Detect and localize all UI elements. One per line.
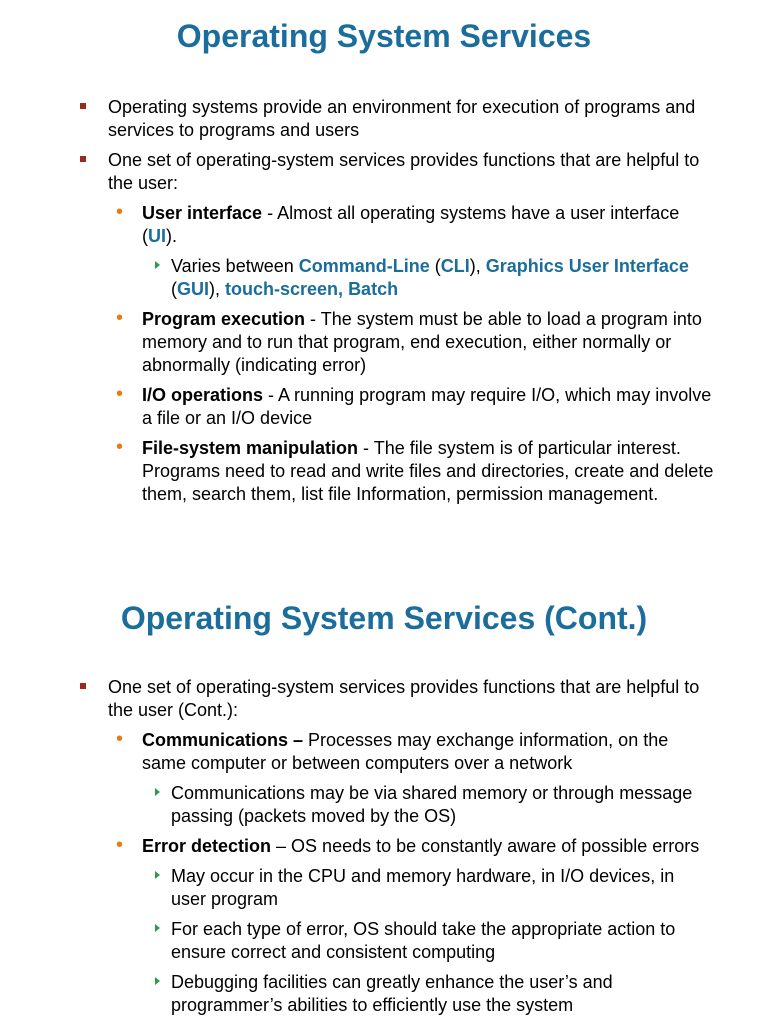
- highlight-term: UI: [148, 226, 166, 246]
- list-item: [108, 149, 712, 506]
- sub-sub-bullet-list: [142, 865, 714, 1017]
- square-bullet-icon: [80, 103, 86, 109]
- bullet-text: Varies between: [171, 256, 299, 276]
- bullet-text: Debugging facilities can greatly enhance the user’s and programmer’s abilities to efficiently use the system: [171, 972, 613, 1015]
- bullet-text: Operating systems provide an environment for execution of programs and services to programs and users: [108, 97, 696, 140]
- list-item: [171, 255, 714, 301]
- list-item: [116, 834, 714, 1017]
- bullet-text: – OS needs to be constantly aware of possible errors: [271, 836, 700, 856]
- bullet-text: May occur in the CPU and memory hardware, in I/O devices, in user program: [171, 866, 675, 909]
- sub-sub-bullet-list: [142, 255, 714, 301]
- list-item: [116, 728, 714, 828]
- dot-bullet-icon: •: [116, 307, 124, 329]
- highlight-term: GUI: [177, 279, 210, 299]
- highlight-term: Graphics User Interface: [485, 256, 689, 276]
- term: Communications –: [142, 730, 304, 750]
- bullet-text: For each type of error, OS should take the appropriate action to ensure correct and consistent computing: [171, 919, 676, 962]
- highlight-term: Batch: [348, 279, 399, 299]
- bullet-text: - The file system is of particular interest. Programs need to read and write files and directories, create and delete them, search them, list file Information, permission management.: [142, 438, 714, 504]
- bullet-text: One set of operating-system services provides functions that are helpful to the user:: [108, 150, 700, 193]
- dot-bullet-icon: •: [116, 201, 124, 223]
- list-item: [108, 676, 712, 1017]
- term: I/O operations: [142, 385, 264, 405]
- square-bullet-icon: [80, 683, 86, 689]
- bullet-text: Communications may be via shared memory or through message passing (packets moved by the OS): [171, 783, 693, 826]
- term: Error detection: [142, 836, 272, 856]
- term: File-system manipulation: [142, 438, 359, 458]
- highlight-term: Command-Line: [298, 256, 430, 276]
- highlight-term: touch-screen,: [225, 279, 344, 299]
- dot-bullet-icon: •: [116, 383, 124, 405]
- bullet-list: [0, 96, 768, 506]
- list-item: [108, 96, 712, 142]
- list-item: [171, 865, 714, 911]
- list-item: [171, 918, 714, 964]
- list-item: [116, 436, 714, 506]
- bullet-text: - The system must be able to load a program into memory and to run that program, end execution, either normally or abnormally (indicating error): [142, 309, 702, 375]
- bullet-text: - Almost all operating systems have a user interface (: [142, 203, 680, 246]
- list-item: [116, 383, 714, 430]
- highlight-term: CLI: [440, 256, 470, 276]
- bullet-text: One set of operating-system services provides functions that are helpful to the user (Cont.):: [108, 677, 700, 720]
- bullet-text: - A running program may require I/O, which may involve a file or an I/O device: [142, 385, 712, 428]
- slide-body: [0, 676, 768, 1024]
- slide-title: Operating System Services: [176, 18, 592, 54]
- list-item: [116, 307, 714, 377]
- dot-bullet-icon: •: [116, 728, 124, 750]
- bullet-text: (: [171, 279, 177, 299]
- sub-sub-bullet-list: [142, 782, 714, 828]
- dot-bullet-icon: •: [116, 834, 124, 856]
- bullet-text: (: [429, 256, 441, 276]
- list-item: [171, 971, 714, 1017]
- term: User interface: [142, 203, 263, 223]
- list-item: [116, 201, 714, 301]
- dot-bullet-icon: •: [116, 436, 124, 458]
- term: Program execution: [142, 309, 306, 329]
- slide-2: [0, 580, 768, 1024]
- bullet-list: [0, 676, 768, 1017]
- bullet-text: ),: [209, 279, 226, 299]
- sub-bullet-list: [108, 202, 712, 506]
- bullet-text: ).: [166, 226, 177, 246]
- slide-body: [0, 96, 768, 513]
- slide-title: Operating System Services (Cont.): [120, 600, 648, 636]
- bullet-text: ),: [469, 256, 486, 276]
- bullet-text: Processes may exchange information, on the same computer or between computers over a network: [142, 730, 669, 773]
- sub-bullet-list: [108, 729, 712, 1017]
- square-bullet-icon: [80, 156, 86, 162]
- list-item: [171, 782, 714, 828]
